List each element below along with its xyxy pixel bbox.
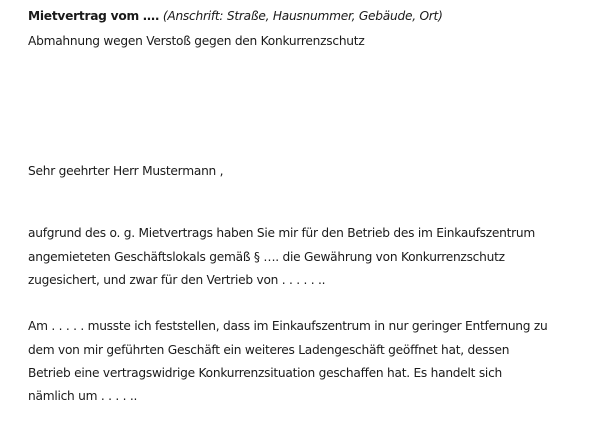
- paragraph2-line: dem von mir geführten Geschäft ein weiteres Ladengeschäft geöffnet hat, dessen: [28, 343, 510, 357]
- subject-line: [28, 8, 443, 24]
- subject-contract-label: Mietvertrag vom ….: [28, 9, 160, 23]
- salutation: Sehr geehrter Herr Mustermann ,: [28, 164, 224, 178]
- paragraph2-line: nämlich um . . . . ..: [28, 389, 138, 403]
- paragraph1-line: angemieteten Geschäftslokals gemäß § …. die Gewährung von Konkurrenzschutz: [28, 250, 505, 264]
- paragraph1-line: zugesichert, und zwar für den Vertrieb von . . . . . ..: [28, 273, 326, 287]
- paragraph1-line: aufgrund des o. g. Mietvertrags haben Sie mir für den Betrieb des im Einkaufszentrum: [28, 226, 535, 240]
- subject-subtitle: Abmahnung wegen Verstoß gegen den Konkurrenzschutz: [28, 34, 365, 48]
- subject-address-hint: (Anschrift: Straße, Hausnummer, Gebäude, Ort): [159, 9, 443, 23]
- paragraph2-line: Am . . . . . musste ich feststellen, dass im Einkaufszentrum in nur geringer Entfernung zu: [28, 319, 548, 333]
- paragraph2-line: Betrieb eine vertragswidrige Konkurrenzsituation geschaffen hat. Es handelt sich: [28, 366, 502, 380]
